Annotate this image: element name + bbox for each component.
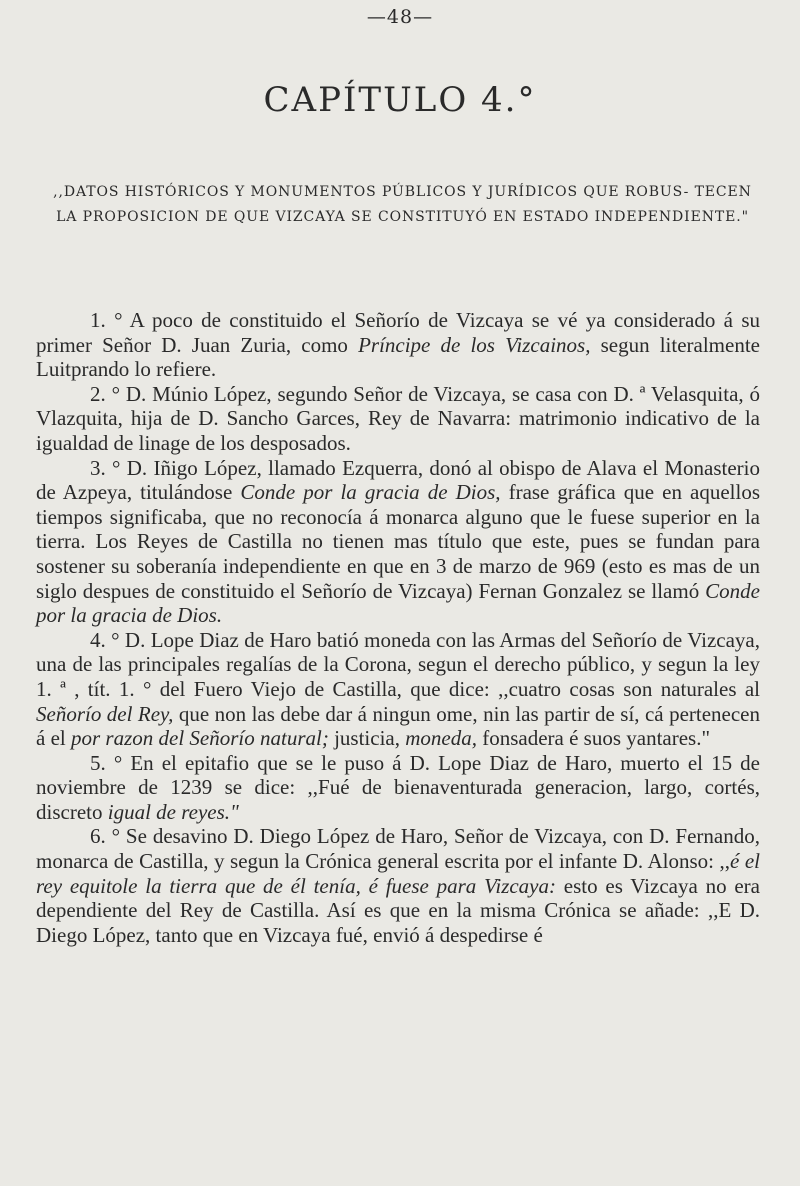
paragraph-6: 6. ° Se desavino D. Diego López de Haro, Señor de Vizcaya, con D. Fernando, monarca de Castilla, y segun la Crónica general escrita por el infante D. Alonso: ,,é el rey equitole la tierra que de él tenía, é fuese para Vizcaya: esto es Vizcaya no era dependiente del Rey de Castilla. Así es que en la misma Crónica se añade: ,,E D. Diego López, tanto que en Vizcaya fué, envió á despedirse é (36, 824, 760, 947)
page-number: —48— (366, 6, 434, 28)
paragraph-5: 5. ° En el epitafio que se le puso á D. Lope Diaz de Haro, muerto el 15 de noviembre de 1239 se dice: ,,Fué de bienaventurada generacion, largo, cortés, discreto igual de reyes." (36, 750, 760, 824)
paragraph-2: 2. ° D. Múnio López, segundo Señor de Vizcaya, se casa con D. ª Velasquita, ó Vlazquita, hija de D. Sancho Garces, Rey de Navarra: matrimonio indicativo de la igualdad de linage de los desposados. (36, 381, 760, 455)
paragraph-4: 4. ° D. Lope Diaz de Haro batió moneda con las Armas del Señorío de Vizcaya, una de las principales regalías de la Corona, segun el derecho público, y segun la ley 1. ª , tít. 1. ° del Fuero Viejo de Castilla, que dice: ,,cuatro cosas son naturales al Señorío del Rey, que non las debe dar á ningun ome, nin las partir de sí, cá pertenecen á el por razon del Señorío natural; justicia, moneda, fonsadera é suos yantares." (36, 627, 760, 751)
body-text (36, 308, 760, 947)
paragraph-3: 3. ° D. Iñigo López, llamado Ezquerra, donó al obispo de Alava el Monasterio de Azpeya, titulándose Conde por la gracia de Dios, frase gráfica que en aquellos tiempos significaba, que no reconocía á monarca alguno que le fuese superior en la tierra. Los Reyes de Castilla no tienen mas título que este, pues se fundan para sostener su soberanía independiente en que en 3 de marzo de 969 (esto es mas de un siglo despues de constituido el Señorío de Vizcaya) Fernan Gonzalez se llamó Conde por la gracia de Dios. (36, 455, 760, 628)
paragraph-1: 1. ° A poco de constituido el Señorío de Vizcaya se vé ya considerado á su primer Señor D. Juan Zuria, como Príncipe de los Vizcainos, segun literalmente Luitprando lo refiere. (36, 308, 760, 382)
chapter-title: CAPÍTULO 4.° (263, 80, 537, 120)
chapter-subtitle: ,,DATOS HISTÓRICOS Y MONUMENTOS PÚBLICOS Y JURÍDICOS QUE ROBUS- TECEN LA PROPOSICION DE QUE VIZCAYA SE CONSTITUYÓ EN ESTADO INDEPENDIENTE." (53, 184, 752, 225)
